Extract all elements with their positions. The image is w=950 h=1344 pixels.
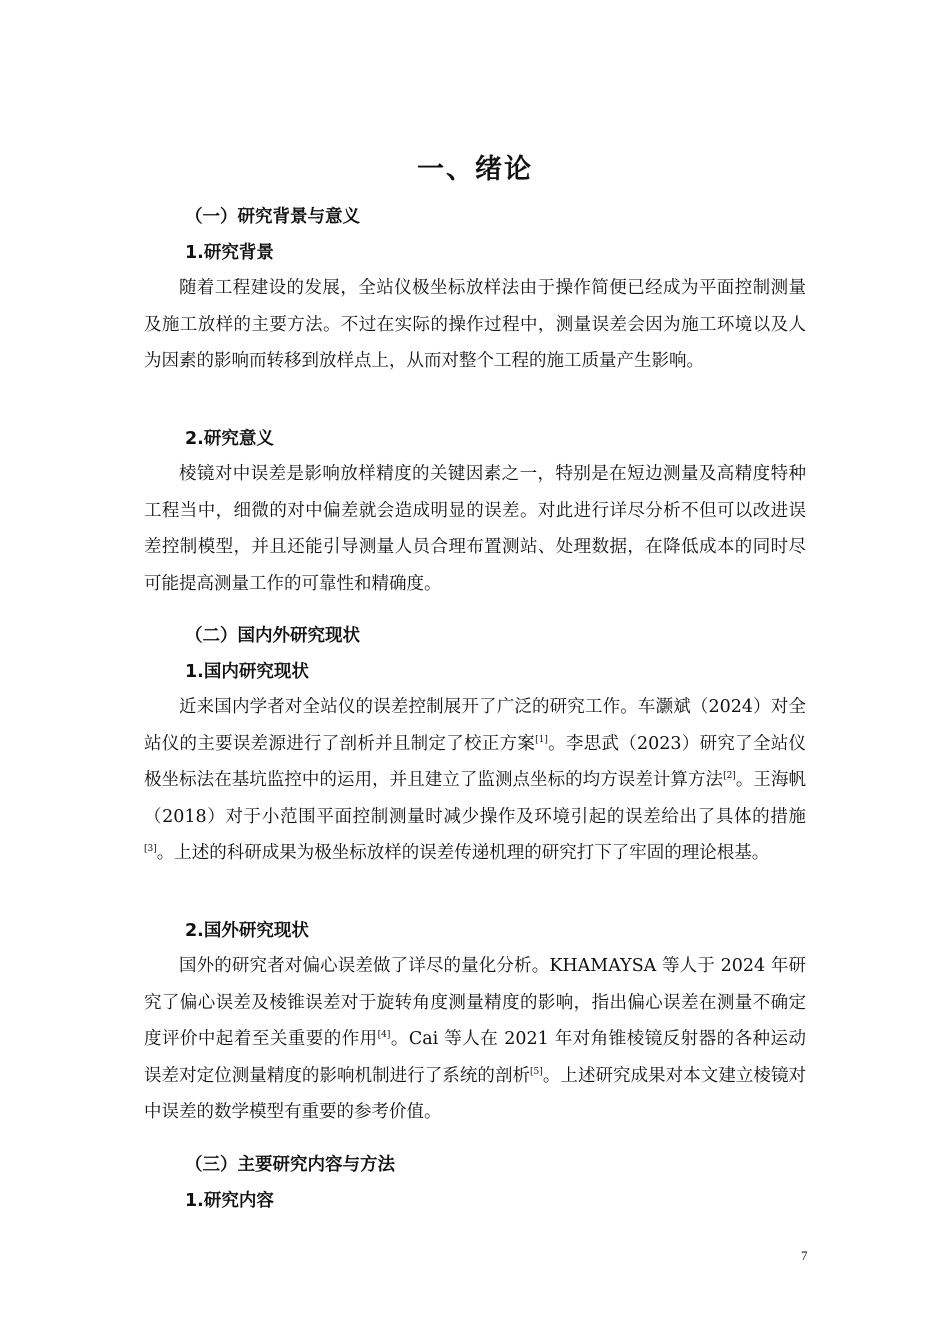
page-number: 7 [801,1248,808,1263]
paragraph-domestic: 近来国内学者对全站仪的误差控制展开了广泛的研究工作。车灏斌（2024）对全站仪的主要误差源进行了剖析并且制定了校正方案[1]。李思武（2023）研究了全站仪极坐标法在基坑监控中的运用，并且建立了监测点坐标的均方误差计算方法[2]。王海帆（2018）对于小范围平面控制测量时减少操作及环境引起的误差给出了具体的措施[3]。上述的科研成果为极坐标放样的误差传递机理的研究打下了牢固的理论根基。 [144,697,807,863]
citation-ref[interactable]: [1] [535,734,548,745]
citation-ref[interactable]: [5] [530,1066,543,1077]
paragraph-significance: 棱镜对中误差是影响放样精度的关键因素之一，特别是在短边测量及高精度特种工程当中，细微的对中偏差就会造成明显的误差。对此进行详尽分析不但可以改进误差控制模型，并且还能引导测量人员合理布置测站、处理数据，在降低成本的同时尽可能提高测量工作的可靠性和精确度。 [144,464,806,594]
citation-ref[interactable]: [2] [723,771,736,781]
subsection-heading-domestic: 1.国内研究现状 [185,662,309,682]
subsection-heading-foreign: 2.国外研究现状 [185,921,309,941]
paragraph-background: 随着工程建设的发展，全站仪极坐标放样法由于操作简便已经成为平面控制测量及施工放样的主要方法。不过在实际的操作过程中，测量误差会因为施工环境以及人为因素的影响而转移到放样点上，从而对整个工程的施工质量产生影响。 [144,278,806,371]
paragraph-foreign: 国外的研究者对偏心误差做了详尽的量化分析。KHAMAYSA 等人于 2024 年研究了偏心误差及棱锥误差对于旋转角度测量精度的影响，指出偏心误差在测量不确定度评价中起着至关重要的作用[4]。Cai 等人在 2021 年对角锥棱镜反射器的各种运动误差对定位测量精度的影响机制进行了系统的剖析[5]。上述研究成果对本文建立棱镜对中误差的数学模型有重要的参考价值。 [144,956,807,1122]
section-heading-research-status: （二）国内外研究现状 [185,626,360,646]
chapter-title: 一、绪论 [417,154,533,185]
subsection-heading-content: 1.研究内容 [185,1191,274,1211]
section-heading-content-methods: （三）主要研究内容与方法 [185,1155,395,1175]
citation-ref[interactable]: [3] [144,844,157,854]
section-heading-background: （一）研究背景与意义 [185,207,360,227]
citation-ref[interactable]: [4] [377,1030,391,1040]
subsection-heading-background: 1.研究背景 [185,243,274,263]
subsection-heading-significance: 2.研究意义 [185,429,274,449]
